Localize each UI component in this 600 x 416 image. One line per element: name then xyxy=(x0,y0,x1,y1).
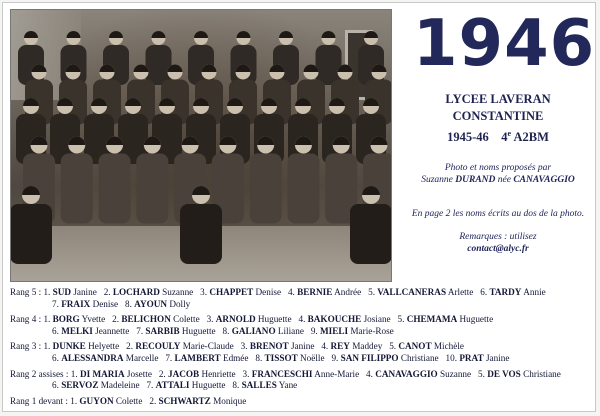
person-number: 1. xyxy=(43,287,51,297)
figure-body xyxy=(250,154,282,224)
person-entry xyxy=(165,353,248,363)
person-firstname: Maddey xyxy=(352,341,383,352)
figure-body xyxy=(136,154,168,224)
figure-hair xyxy=(194,31,208,38)
rang-label: Rang 4 : xyxy=(10,314,42,325)
person-lastname: LAMBERT xyxy=(174,352,221,363)
person-entry xyxy=(126,341,234,351)
person-entry xyxy=(368,287,473,297)
photo-figures xyxy=(11,10,391,281)
person-lastname: RECOULY xyxy=(135,341,181,352)
page-card xyxy=(2,2,596,412)
person-entry xyxy=(159,369,236,379)
credit-block xyxy=(398,162,598,186)
person-firstname: Josiane xyxy=(363,314,391,325)
person-number: 8. xyxy=(222,325,230,336)
person-firstname: Colette xyxy=(115,395,143,406)
rang-line xyxy=(10,396,596,408)
person-number: 2. xyxy=(126,341,134,352)
figure-body xyxy=(61,154,93,224)
person-number: 5. xyxy=(368,287,375,297)
figure-hair xyxy=(279,31,293,38)
person-firstname: Yane xyxy=(278,380,298,391)
person-lastname: GUYON xyxy=(79,395,114,406)
person-firstname: Marie-Rose xyxy=(350,325,394,336)
figure-body xyxy=(99,154,131,224)
person-firstname: Christiane xyxy=(523,368,561,379)
person-firstname: Josette xyxy=(126,368,152,379)
person-number: 4. xyxy=(321,341,329,352)
rang-row xyxy=(10,341,596,364)
person-entry xyxy=(255,353,324,363)
credit-line1: Photo et noms proposés par xyxy=(444,163,552,173)
rang-line xyxy=(10,287,596,299)
person-entry xyxy=(52,353,158,363)
person-lastname: SAN FILIPPO xyxy=(340,352,399,363)
person-firstname: Helyette xyxy=(88,341,120,352)
person-lastname: SUD xyxy=(52,287,72,297)
figure-hair xyxy=(322,31,336,38)
figure-hair xyxy=(364,31,378,38)
person-entry xyxy=(298,314,390,324)
person-number: 2. xyxy=(103,287,111,297)
person-firstname: Janine xyxy=(290,341,315,352)
person-lastname: ALESSANDRA xyxy=(61,352,124,363)
person-lastname: TARDY xyxy=(489,287,522,297)
person-number: 2. xyxy=(112,314,120,325)
remarks-block xyxy=(398,231,598,255)
person-firstname: Michèle xyxy=(433,341,464,352)
title-year: 1946 xyxy=(413,7,596,81)
person-firstname: Huguette xyxy=(191,380,226,391)
person-number: 6. xyxy=(480,287,488,297)
person-entry xyxy=(52,326,129,336)
person-entry xyxy=(321,341,382,351)
class-num: 4 xyxy=(501,130,508,145)
person-number: 7. xyxy=(52,298,59,309)
rang-line xyxy=(10,314,596,326)
person-entry xyxy=(112,314,200,324)
rang-line xyxy=(10,380,596,392)
person-number: 4. xyxy=(298,314,306,325)
person-entry xyxy=(200,287,281,297)
person-number: 4. xyxy=(287,287,295,297)
rang-line xyxy=(10,369,596,381)
person-lastname: MIELI xyxy=(320,325,349,336)
person-lastname: JACOB xyxy=(168,368,200,379)
person-firstname: Marie-Claude xyxy=(182,341,234,352)
rang-label: Rang 3 : xyxy=(10,341,42,352)
figure-body xyxy=(287,154,319,224)
person-lastname: DE VOS xyxy=(487,368,521,379)
person-lastname: BRENOT xyxy=(249,341,289,352)
person-firstname: Huguette xyxy=(459,314,494,325)
page-note: En page 2 les noms écrits au dos de la photo. xyxy=(411,209,585,219)
person-lastname: LOCHARD xyxy=(112,287,160,297)
person-number: 1. xyxy=(43,341,51,352)
person-entry xyxy=(446,353,510,363)
person-number: 8. xyxy=(232,380,240,391)
person-lastname: SALLES xyxy=(241,380,277,391)
person-number: 6. xyxy=(52,352,59,363)
person-number: 4. xyxy=(366,368,373,379)
person-entry xyxy=(43,287,96,297)
person-entry xyxy=(331,353,438,363)
person-lastname: TISSOT xyxy=(264,352,298,363)
person-firstname: Huguette xyxy=(181,325,216,336)
rang-row xyxy=(10,396,596,408)
person-lastname: BERNIE xyxy=(297,287,333,297)
names-list xyxy=(10,287,596,411)
person-lastname: DUNKE xyxy=(52,341,86,352)
person-lastname: FRANCESCHI xyxy=(251,368,313,379)
person-entry xyxy=(243,369,360,379)
rang-row xyxy=(10,287,596,310)
figure-body xyxy=(350,204,391,264)
figure-hair xyxy=(67,31,81,38)
person-firstname: Marcelle xyxy=(125,352,159,363)
person-number: 1. xyxy=(70,368,78,379)
person-firstname: Janine xyxy=(73,287,97,297)
person-entry xyxy=(241,341,315,351)
person-lastname: FRAIX xyxy=(61,298,91,309)
person-lastname: GALIANO xyxy=(231,325,276,336)
person-number: 6. xyxy=(52,380,59,391)
class-year: 1945-46 xyxy=(447,130,489,145)
person-firstname: Henriette xyxy=(201,368,236,379)
person-entry xyxy=(311,326,394,336)
person-lastname: BELICHON xyxy=(121,314,171,325)
person-lastname: ATTALI xyxy=(155,380,190,391)
person-firstname: Arlette xyxy=(447,287,474,297)
person-lastname: ARNOLD xyxy=(215,314,256,325)
rang-label: Rang 5 : xyxy=(10,287,42,297)
credit-first: Suzanne xyxy=(421,175,453,185)
person-number: 5. xyxy=(397,314,405,325)
person-entry xyxy=(125,299,190,309)
person-number: 7. xyxy=(136,325,144,336)
person-firstname: Liliane xyxy=(277,325,304,336)
person-entry xyxy=(232,380,297,390)
person-number: 3. xyxy=(206,314,214,325)
rang-label: Rang 2 assises : xyxy=(10,368,69,379)
person-entry xyxy=(43,314,105,324)
school-city: CONSTANTINE xyxy=(452,109,544,123)
person-firstname: Dolly xyxy=(169,298,191,309)
person-lastname: CANOT xyxy=(398,341,432,352)
person-number: 1. xyxy=(43,314,51,325)
person-lastname: PRAT xyxy=(459,352,484,363)
figure-hair xyxy=(237,31,251,38)
rang-line xyxy=(10,353,596,365)
person-number: 2. xyxy=(158,368,166,379)
person-firstname: Madeleine xyxy=(100,380,140,391)
person-firstname: Denise xyxy=(92,298,119,309)
person-lastname: CANAVAGGIO xyxy=(375,368,438,379)
person-lastname: VALLCANERAS xyxy=(377,287,447,297)
person-number: 7. xyxy=(146,380,154,391)
person-lastname: SERVOZ xyxy=(61,380,99,391)
figure-body xyxy=(316,45,342,85)
person-firstname: Edmée xyxy=(222,352,249,363)
person-lastname: SCHWARTZ xyxy=(158,395,211,406)
person-firstname: Colette xyxy=(173,314,200,325)
person-firstname: Annie xyxy=(523,287,546,297)
person-lastname: CHEMAMA xyxy=(406,314,458,325)
person-number: 9. xyxy=(310,325,318,336)
figure-body xyxy=(180,204,222,264)
person-firstname: Denise xyxy=(255,287,282,297)
person-entry xyxy=(366,369,471,379)
credit-nee: née xyxy=(497,175,511,185)
person-lastname: MELKI xyxy=(61,325,93,336)
person-entry xyxy=(104,287,194,297)
person-firstname: Anne-Marie xyxy=(314,368,360,379)
person-entry xyxy=(389,341,464,351)
school-block xyxy=(398,91,598,146)
person-firstname: Janine xyxy=(485,352,510,363)
rang-row xyxy=(10,314,596,337)
figure-hair xyxy=(109,31,123,38)
person-entry xyxy=(52,380,140,390)
rang-row xyxy=(10,369,596,392)
person-firstname: Suzanne xyxy=(439,368,472,379)
rang-line xyxy=(10,341,596,353)
person-entry xyxy=(480,287,545,297)
person-entry xyxy=(43,341,119,351)
person-lastname: REY xyxy=(330,341,350,352)
person-number: 8. xyxy=(124,298,132,309)
person-lastname: BORG xyxy=(52,314,80,325)
person-number: 3. xyxy=(200,287,208,297)
person-number: 9. xyxy=(331,352,339,363)
person-firstname: Monique xyxy=(213,395,247,406)
person-number: 6. xyxy=(52,325,59,336)
person-number: 5. xyxy=(389,341,397,352)
person-number: 8. xyxy=(255,352,263,363)
credit-last: DURAND xyxy=(455,175,496,185)
person-firstname: Suzanne xyxy=(162,287,194,297)
figure-hair xyxy=(24,31,38,38)
person-entry xyxy=(223,326,304,336)
person-lastname: AYOUN xyxy=(134,298,168,309)
rang-line xyxy=(10,326,596,338)
person-firstname: Yvette xyxy=(81,314,106,325)
person-lastname: SARBIB xyxy=(145,325,180,336)
credit-maiden: CANAVAGGIO xyxy=(513,175,575,185)
school-name: LYCEE LAVERAN xyxy=(445,92,551,106)
rang-label: Rang 1 devant : xyxy=(10,395,68,406)
person-entry xyxy=(149,396,246,406)
class-info xyxy=(398,125,598,146)
person-entry xyxy=(146,380,225,390)
person-number: 3. xyxy=(242,368,250,379)
person-number: 2. xyxy=(149,395,157,406)
person-lastname: DI MARIA xyxy=(79,368,125,379)
class-photo xyxy=(10,9,392,282)
person-lastname: BAKOUCHE xyxy=(307,314,362,325)
person-number: 3. xyxy=(240,341,248,352)
credit-line2 xyxy=(398,174,598,186)
person-entry xyxy=(71,369,152,379)
person-firstname: Huguette xyxy=(257,314,292,325)
person-entry xyxy=(288,287,361,297)
class-code: A2BM xyxy=(513,130,549,145)
person-entry xyxy=(52,299,118,309)
figure-hair xyxy=(152,31,166,38)
person-entry xyxy=(70,396,142,406)
rang-line xyxy=(10,299,596,311)
class-sup: e xyxy=(507,129,512,138)
person-entry xyxy=(207,314,292,324)
person-number: 1. xyxy=(70,395,78,406)
person-entry xyxy=(136,326,215,336)
person-lastname: CHAPPET xyxy=(209,287,254,297)
remarks-label: Remarques : utilisez xyxy=(459,232,537,242)
person-number: 10. xyxy=(445,352,458,363)
person-number: 7. xyxy=(165,352,173,363)
person-entry xyxy=(398,314,494,324)
figure-body xyxy=(146,45,172,85)
contact-email[interactable]: contact@alyc.fr xyxy=(467,244,529,254)
figure-body xyxy=(11,204,52,264)
person-firstname: Christiane xyxy=(400,352,439,363)
person-entry xyxy=(478,369,561,379)
person-firstname: Andrée xyxy=(334,287,362,297)
person-firstname: Jeannette xyxy=(95,325,130,336)
person-firstname: Noëlle xyxy=(300,352,325,363)
person-number: 5. xyxy=(478,368,485,379)
